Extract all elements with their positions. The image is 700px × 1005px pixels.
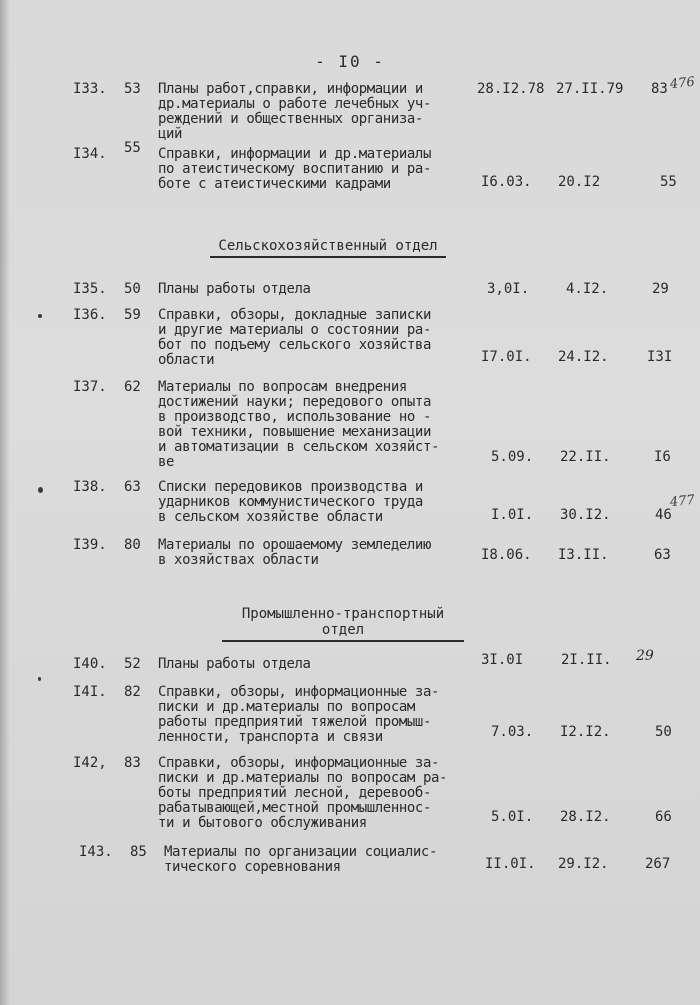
end-date: 22.II. [560,449,611,465]
margin-mark [38,487,43,493]
original-number: 82 [124,684,141,700]
start-date: II.0I. [485,856,536,872]
original-number: 50 [124,281,141,297]
sheet-count: 29 [652,281,669,297]
original-number: 59 [124,307,141,323]
item-number: I40. [73,656,107,672]
item-number: I35. [73,281,107,297]
start-date: I.0I. [491,507,534,523]
end-date: 29.I2. [558,856,609,872]
end-date: 20.I2 [558,174,601,190]
original-number: 80 [124,537,141,553]
item-title: Планы работы отдела [158,656,311,672]
end-date: 24.I2. [558,349,609,365]
original-number: 52 [124,656,141,672]
end-date: 30.I2. [560,507,611,523]
end-date: 28.I2. [560,809,611,825]
end-date: I3.II. [558,547,609,563]
start-date: I6.03. [481,174,532,190]
margin-mark [38,314,42,318]
sheet-count: 267 [645,856,671,872]
item-number: I34. [73,146,107,162]
item-title: Планы работ,справки, информации и др.материалы о работе лечебных уч- реждений и общественных организа- ций [158,81,431,142]
original-number: 83 [124,755,141,771]
start-date: 3,0I. [487,281,530,297]
section-heading: Промышленно-транспортный отдел [222,606,464,642]
item-title: Справки, обзоры, информационные за- писки и др.материалы по вопросам работы предприятий тяжелой промыш- ленности, транспорта и связи [158,684,440,745]
start-date: 7.03. [491,724,534,740]
end-date: 2I.II. [561,652,612,668]
start-date: 5.0I. [491,809,534,825]
sheet-count: 63 [654,547,671,563]
item-number: I43. [79,844,113,860]
end-date: 27.II.79 [556,81,624,97]
margin-mark [38,677,41,681]
sheet-count: 29 [636,648,654,664]
item-number: I39. [73,537,107,553]
item-number: I42, [73,755,107,771]
handwritten-note: 477 [669,492,696,511]
sheet-count: I6 [654,449,671,465]
original-number: 53 [124,81,141,97]
start-date: 28.I2.78 [477,81,545,97]
start-date: 3I.0I [481,652,524,668]
sheet-count: 55 [660,174,677,190]
start-date: I8.06. [481,547,532,563]
sheet-count: I3I [647,349,673,365]
sheet-count: 50 [655,724,672,740]
item-title: Справки, информации и др.материалы по атеистическому воспитанию и ра- боте с атеистическими кадрами [158,146,431,192]
sheet-count: 66 [655,809,672,825]
sheet-count: 46 [655,507,672,523]
item-title: Списки передовиков производства и ударников коммунистического труда в сельском хозяйстве области [158,479,423,525]
original-number: 63 [124,479,141,495]
handwritten-note: 476 [669,74,696,93]
original-number: 85 [130,844,147,860]
item-title: Материалы по орошаемому земледелию в хозяйствах области [158,537,431,568]
section-heading: Сельскохозяйственный отдел [210,238,446,258]
start-date: I7.0I. [481,349,532,365]
original-number: 55 [124,140,141,156]
item-title: Планы работы отдела [158,281,311,297]
start-date: 5.09. [491,449,534,465]
item-number: I4I. [73,684,107,700]
item-number: I36. [73,307,107,323]
item-number: I33. [73,81,107,97]
item-title: Справки, обзоры, информационные за- писки и др.материалы по вопросам ра- боты предприятий лесной, деревооб- рабатывающей,местной промышленнос- ти и бытового обслуживания [158,755,448,831]
original-number: 62 [124,379,141,395]
end-date: I2.I2. [560,724,611,740]
end-date: 4.I2. [566,281,609,297]
sheet-count: 83 [651,81,668,97]
item-title: Материалы по организации социалис- тического соревнования [164,844,437,875]
item-number: I37. [73,379,107,395]
item-number: I38. [73,479,107,495]
item-title: Материалы по вопросам внедрения достижений науки; передового опыта в производство, использование но - вой техники, повышение механизации и автоматизации в сельском хозяйст- ве [158,379,440,470]
page-number: - I0 - [315,52,385,71]
item-title: Справки, обзоры, докладные записки и другие материалы о состоянии ра- бот по подъему сельского хозяйства области [158,307,431,368]
